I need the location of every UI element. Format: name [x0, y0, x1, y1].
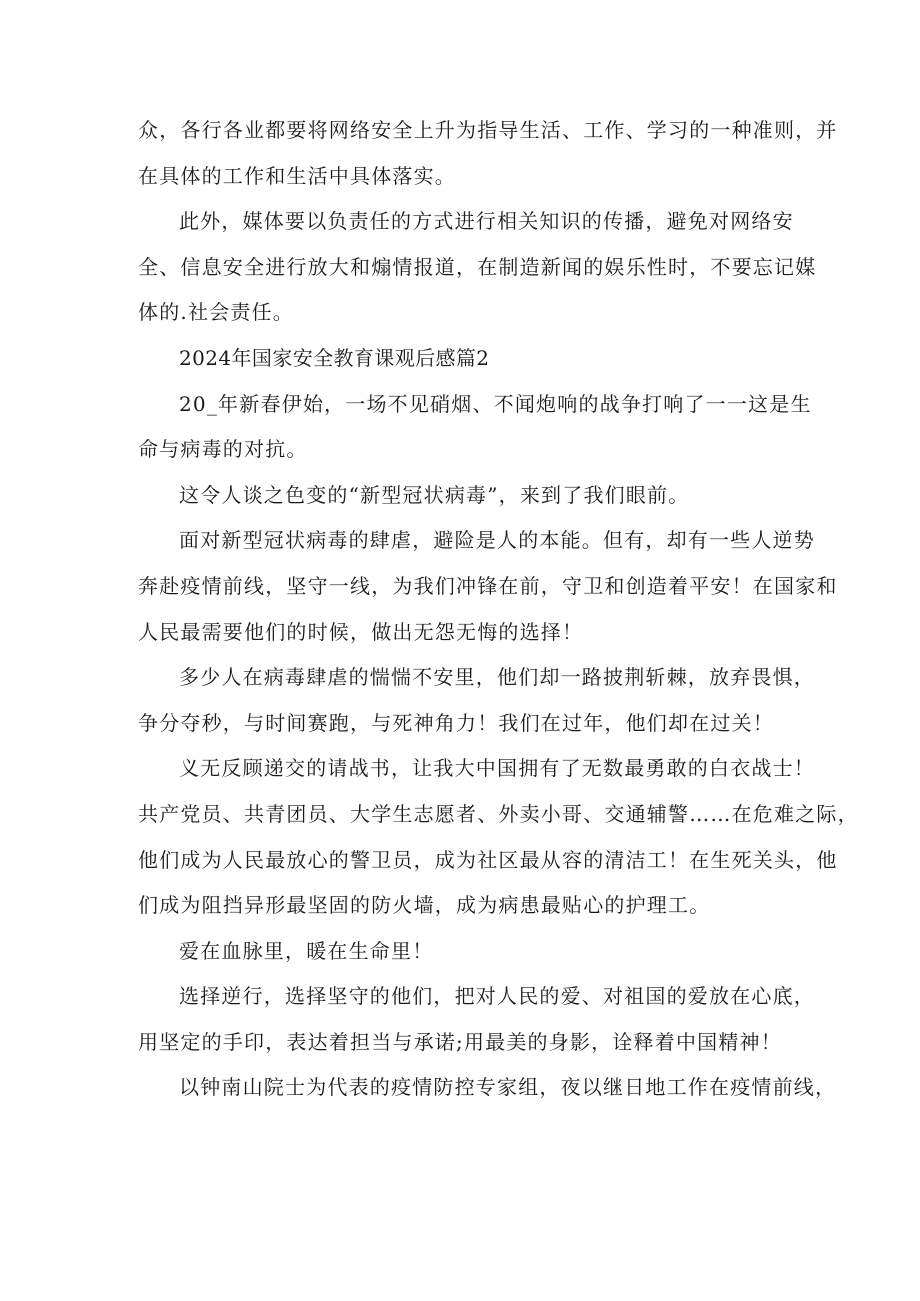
text-line: 众，各行各业都要将网络安全上升为指导生活、工作、学习的一种准则，并 — [138, 118, 838, 142]
paragraph-start-line: 20_年新春伊始，一场不见硝烟、不闻炮响的战争打响了一一这是生 — [179, 391, 812, 416]
paragraph-start-line: 以钟南山院士为代表的疫情防控专家组，夜以继日地工作在疫情前线， — [179, 1075, 837, 1100]
text-line: 们成为阻挡异形最坚固的防火墙，成为病患最贴心的护理工。 — [138, 893, 711, 918]
paragraph-start-line: 这令人谈之色变的“新型冠状病毒”，来到了我们眼前。 — [179, 482, 690, 507]
text-line: 共产党员、共青团员、大学生志愿者、外卖小哥、交通辅警……在危难之际， — [138, 801, 859, 826]
paragraph-start-line: 此外，媒体要以负责任的方式进行相关知识的传播，避免对网络安 — [179, 209, 794, 234]
text-line: 全、信息安全进行放大和煽情报道，在制造新闻的娱乐性时，不要忘记媒 — [138, 254, 817, 279]
paragraph-start-line: 多少人在病毒肆虐的惴惴不安里，他们却一路披荆斩棘，放弃畏惧， — [179, 665, 815, 690]
section-heading: 2024年国家安全教育课观后感篇2 — [179, 345, 490, 370]
text-line: 人民最需要他们的时候，做出无怨无悔的选择！ — [138, 619, 584, 644]
paragraph-start-line: 爱在血脉里，暖在生命里！ — [179, 938, 434, 963]
paragraph-start-line: 面对新型冠状病毒的肆虐，避险是人的本能。但有，却有一些人逆势 — [179, 528, 815, 553]
text-line: 体的.社会责任。 — [138, 300, 294, 325]
paragraph-start-line: 选择逆行，选择坚守的他们，把对人民的爱、对祖国的爱放在心底， — [179, 984, 815, 1009]
text-line: 奔赴疫情前线，坚守一线，为我们冲锋在前，守卫和创造着平安！在国家和 — [138, 573, 838, 598]
paragraph-start-line: 义无反顾递交的请战书，让我大中国拥有了无数最勇敢的白衣战士！ — [179, 756, 815, 781]
text-line: 命与病毒的对抗。 — [138, 437, 308, 462]
text-line: 争分夺秒，与时间赛跑，与死神角力！我们在过年，他们却在过关！ — [138, 710, 774, 735]
text-line: 在具体的工作和生活中具体落实。 — [138, 163, 456, 188]
text-line: 用坚定的手印，表达着担当与承诺;用最美的身影，诠释着中国精神！ — [138, 1029, 782, 1054]
text-line: 他们成为人民最放心的警卫员，成为社区最从容的清洁工！在生死关头，他 — [138, 847, 838, 872]
document-body — [138, 108, 859, 1111]
